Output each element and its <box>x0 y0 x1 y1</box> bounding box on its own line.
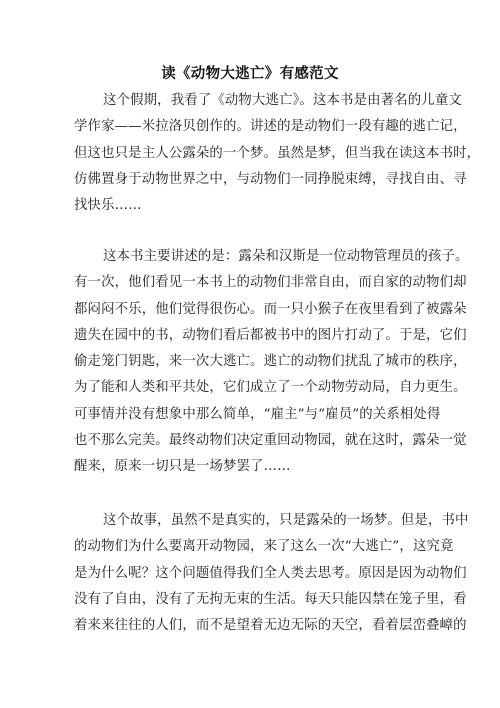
paragraph-line: 是为什么呢？这个问题值得我们全人类去思考。原因是因为动物们 <box>74 565 467 581</box>
paragraph-line: 有一次，他们看见一本书上的动物们非常自由，而自家的动物们却 <box>74 275 467 291</box>
paragraph-line: 学作家——米拉洛贝创作的。讲述的是动物们一段有趣的逃亡记， <box>74 119 467 135</box>
paragraph-line: 遗失在园中的书，动物们看后都被书中的图片打动了。于是，它们 <box>74 327 467 343</box>
paragraph-line: 找快乐…… <box>74 198 142 214</box>
paragraph-line: 的动物们为什么要离开动物园，来了这么一次“大逃亡”，这究竟 <box>74 539 454 555</box>
paragraph-line: 为了能和人类和平共处，它们成立了一个动物劳动局，自力更生。 <box>74 380 467 396</box>
paragraph-line: 着来来往往的人们，而不是望着无边无际的天空，看着层峦叠嶂的 <box>74 618 467 634</box>
paragraph-line: 也不那么完美。最终动物们决定重回动物园，就在这时，露朵一觉 <box>74 433 467 449</box>
paragraph-3 <box>74 508 469 639</box>
paragraph-line: 可事情并没有想象中那么简单，“雇主”与“雇员”的关系相处得 <box>74 406 441 422</box>
paragraph-line: 没有了自由，没有了无拘无束的生活。每天只能囚禁在笼子里，看 <box>74 591 467 607</box>
paragraph-line: 偷走笼门钥匙，来一次大逃亡。逃亡的动物们扰乱了城市的秩序， <box>74 354 467 370</box>
document-title: 读《动物大逃亡》有感范文 <box>161 65 339 82</box>
paragraph-line: 但这也只是主人公露朵的一个梦。虽然是梦，但当我在读这本书时， <box>74 145 481 161</box>
paragraph-line: 醒来，原来一切只是一场梦罢了…… <box>74 459 291 475</box>
paragraph-2 <box>74 244 469 481</box>
paragraph-1 <box>74 88 481 219</box>
paragraph-line: 这个故事，虽然不是真实的，只是露朵的一场梦。但是，书中 <box>103 513 469 528</box>
paragraph-line: 仿佛置身于动物世界之中，与动物们一同挣脱束缚，寻找自由、寻 <box>74 171 467 187</box>
paragraph-line: 这本书主要讲述的是：露朵和汉斯是一位动物管理员的孩子。 <box>103 249 469 264</box>
paragraph-line: 这个假期，我看了《动物大逃亡》。这本书是由著名的儿童文 <box>103 93 462 108</box>
paragraph-line: 都闷闷不乐，他们觉得很伤心。而一只小猴子在夜里看到了被露朵 <box>74 301 467 317</box>
